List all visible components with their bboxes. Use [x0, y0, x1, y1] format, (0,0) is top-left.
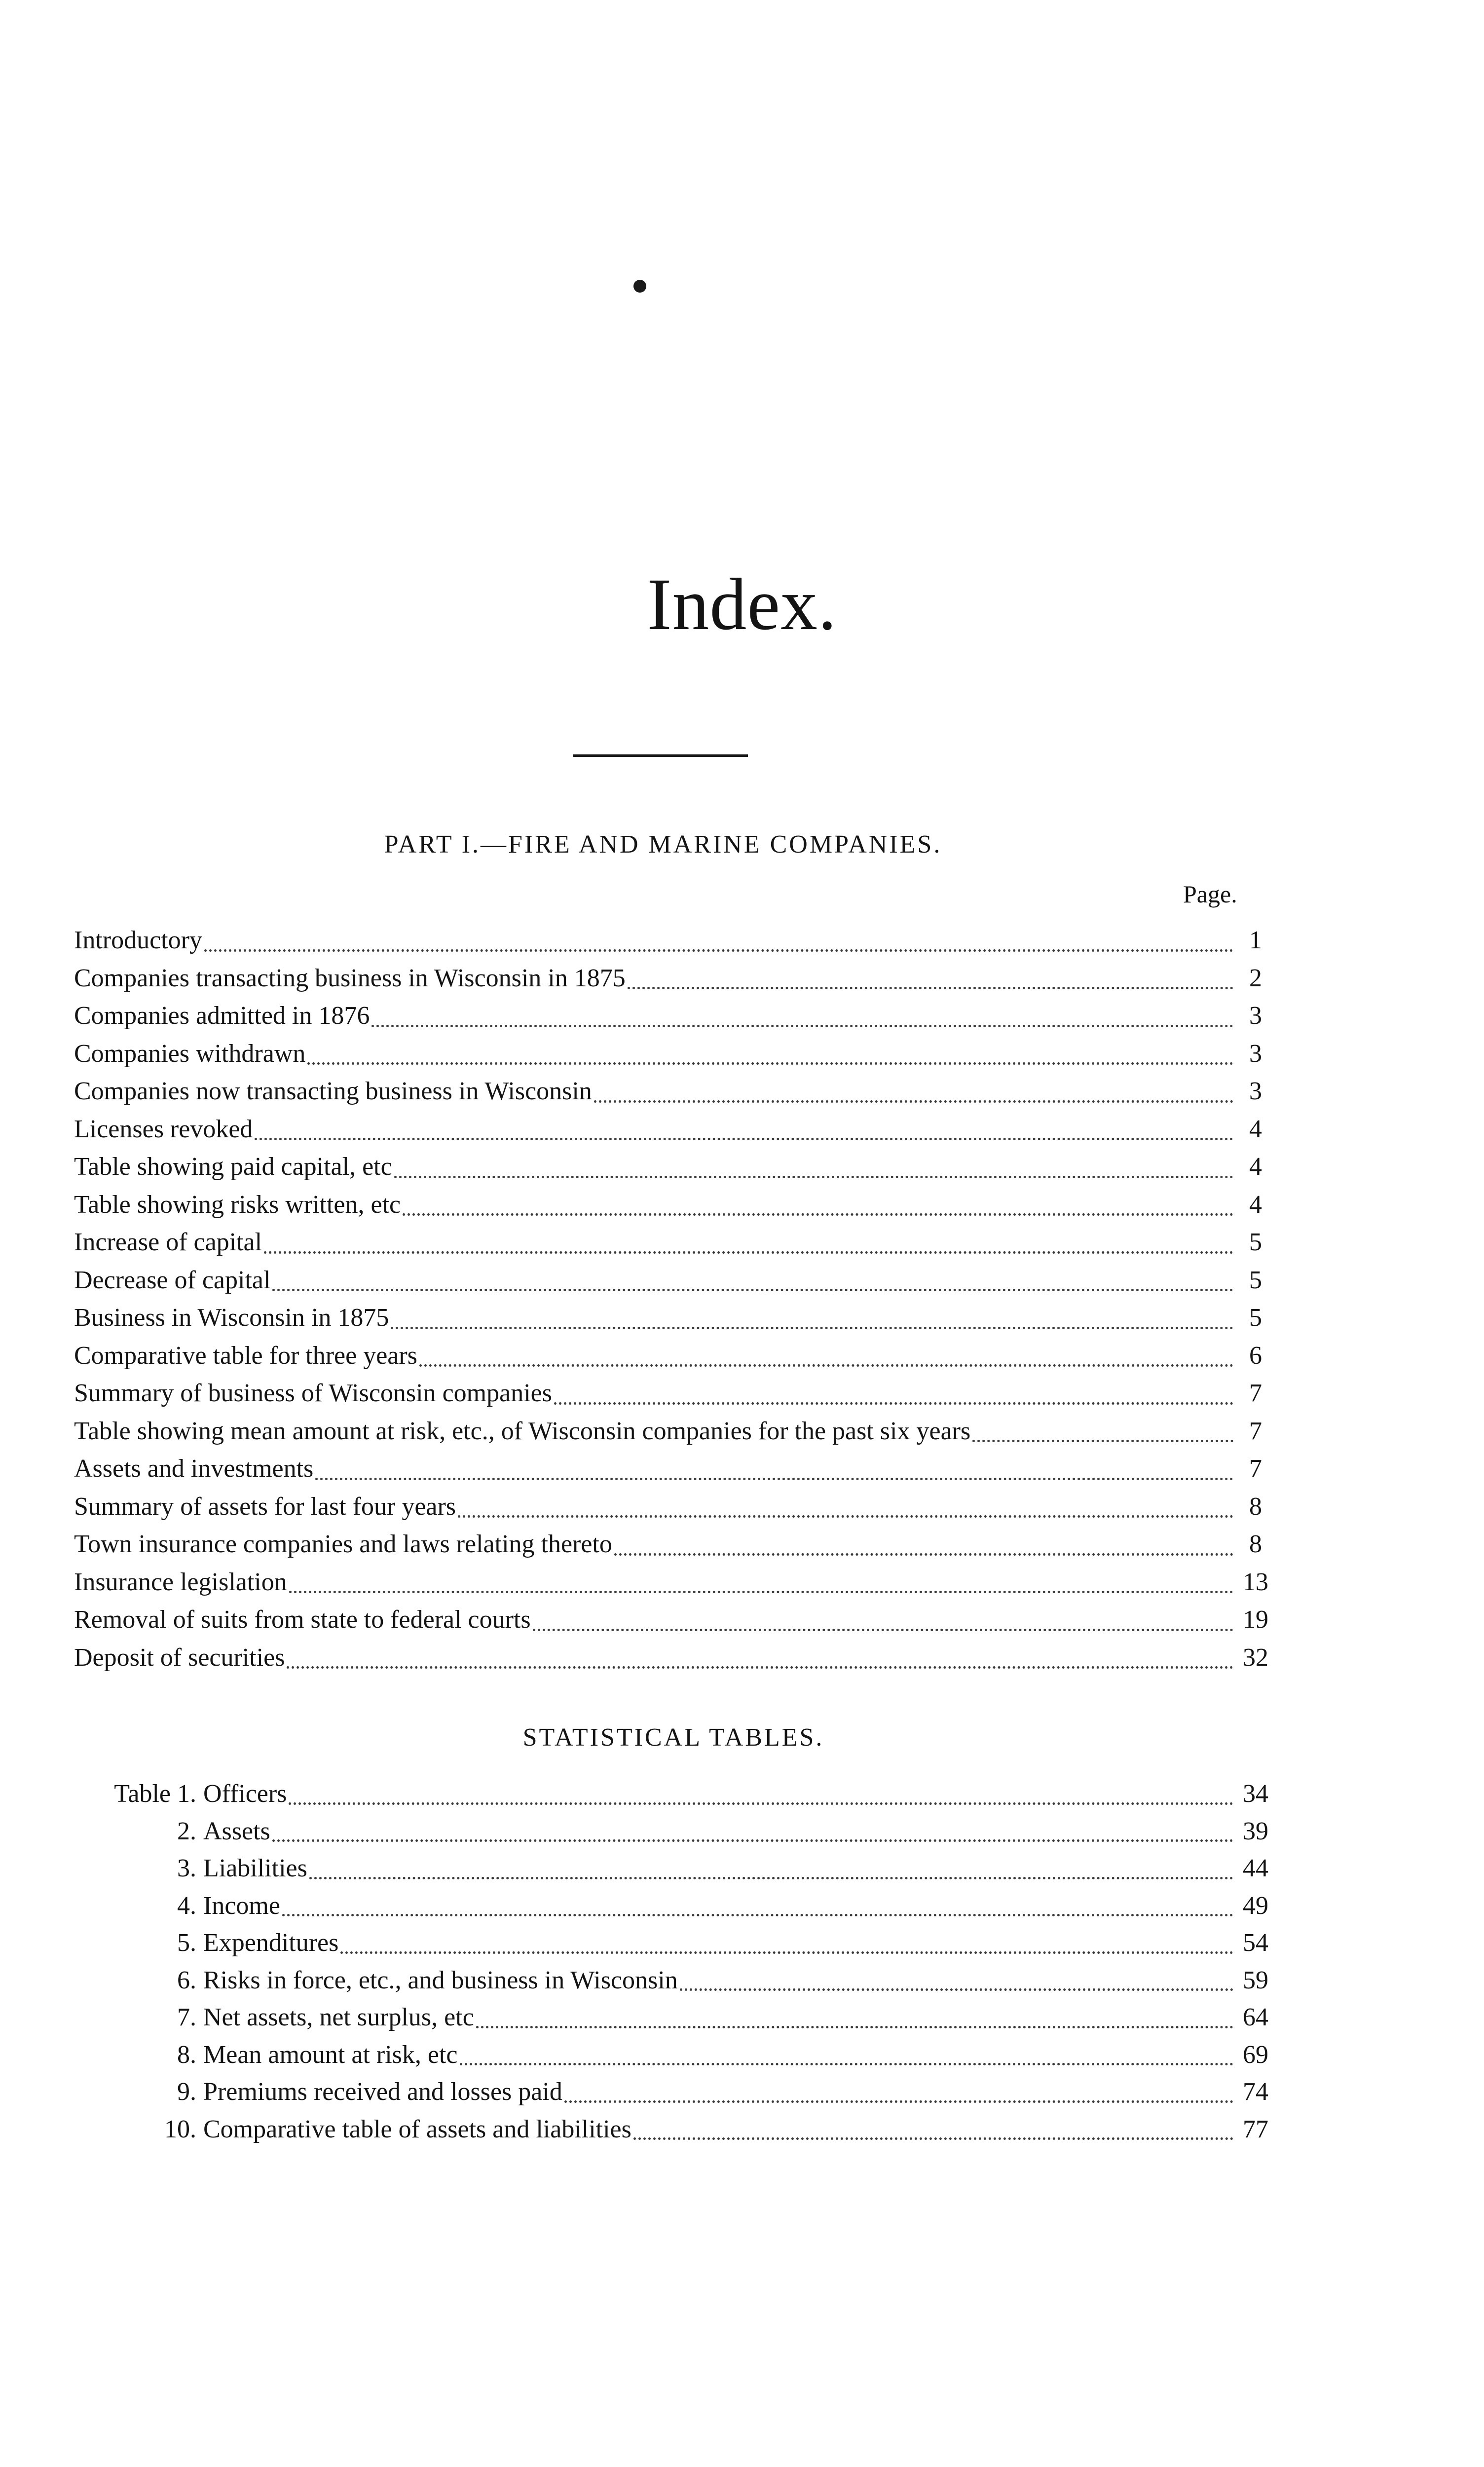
- dot-leader: [272, 1824, 1233, 1850]
- entry-label: Premiums received and losses paid: [203, 2078, 562, 2106]
- bullet-mark: [633, 280, 646, 293]
- dot-leader: [264, 1236, 1233, 1262]
- entry-page-number: 7: [1249, 1379, 1262, 1407]
- entry-label: Comparative table of assets and liabilities: [203, 2115, 631, 2143]
- statistical-tables-contents: [74, 1775, 1273, 2148]
- table-number: 4.: [177, 1891, 196, 1920]
- statistical-tables-heading: STATISTICAL TABLES.: [522, 1723, 824, 1752]
- entry-page-number: 64: [1243, 2003, 1268, 2031]
- toc-entry: [74, 1488, 1273, 1526]
- entry-label: Companies now transacting business in Wisconsin: [74, 1077, 592, 1105]
- entry-page-number: 34: [1243, 1780, 1268, 1808]
- dot-leader: [972, 1424, 1233, 1450]
- entry-page-number: 5: [1249, 1266, 1262, 1294]
- dot-leader: [287, 1651, 1233, 1677]
- entry-label: Table showing paid capital, etc: [74, 1153, 392, 1181]
- table-number: 8.: [177, 2040, 196, 2069]
- table-entry: [74, 1887, 1273, 1925]
- toc-entry: [74, 1375, 1273, 1413]
- dot-leader: [533, 1613, 1233, 1639]
- toc-entry: [74, 1601, 1273, 1639]
- entry-page-number: 5: [1249, 1304, 1262, 1332]
- toc-entry: [74, 1526, 1273, 1564]
- dot-leader: [460, 2048, 1233, 2073]
- toc-entry: [74, 1564, 1273, 1602]
- dot-leader: [403, 1198, 1233, 1224]
- dot-leader: [340, 1936, 1233, 1962]
- entry-label: Town insurance companies and laws relating thereto: [74, 1530, 612, 1558]
- dot-leader: [458, 1500, 1233, 1526]
- dot-leader: [289, 1787, 1233, 1813]
- entry-page-number: 44: [1243, 1854, 1268, 1882]
- dot-leader: [315, 1462, 1233, 1488]
- entry-page-number: 54: [1243, 1929, 1268, 1957]
- dot-leader: [554, 1387, 1233, 1413]
- table-entry: [74, 1775, 1273, 1813]
- toc-entry: [74, 960, 1273, 998]
- table-entry: [74, 2073, 1273, 2111]
- table-number: 5.: [177, 1929, 196, 1957]
- table-entry: [74, 1962, 1273, 1999]
- table-entry: [74, 1850, 1273, 1887]
- entry-page-number: 7: [1249, 1417, 1262, 1445]
- dot-leader: [680, 1973, 1233, 1999]
- dot-leader: [628, 972, 1233, 997]
- entry-page-number: 4: [1249, 1115, 1262, 1143]
- dot-leader: [564, 2085, 1233, 2111]
- entry-label: Mean amount at risk, etc: [203, 2040, 458, 2069]
- entry-label: Table showing risks written, etc: [74, 1190, 401, 1219]
- dot-leader: [371, 1009, 1233, 1035]
- dot-leader: [633, 2122, 1233, 2148]
- part1-contents: [74, 922, 1273, 1677]
- toc-entry: [74, 1111, 1273, 1149]
- entry-page-number: 3: [1249, 1002, 1262, 1030]
- entry-label: Business in Wisconsin in 1875: [74, 1304, 389, 1332]
- table-number: 2.: [177, 1817, 196, 1845]
- entry-page-number: 7: [1249, 1455, 1262, 1483]
- entry-label: Assets and investments: [74, 1455, 314, 1483]
- dot-leader: [307, 1047, 1233, 1073]
- toc-entry: [74, 1639, 1273, 1677]
- toc-entry: [74, 1337, 1273, 1375]
- toc-entry: [74, 1186, 1273, 1224]
- toc-entry: [74, 1148, 1273, 1186]
- entry-label: Companies admitted in 1876: [74, 1002, 370, 1030]
- table-number: 3.: [177, 1854, 196, 1882]
- dot-leader: [272, 1273, 1233, 1299]
- entry-page-number: 8: [1249, 1530, 1262, 1558]
- page-title: Index.: [647, 563, 837, 645]
- page-column-header: Page.: [1183, 880, 1237, 908]
- table-entry: [74, 1813, 1273, 1850]
- table-number: 9.: [177, 2078, 196, 2106]
- entry-page-number: 5: [1249, 1228, 1262, 1256]
- entry-page-number: 2: [1249, 964, 1262, 992]
- dot-leader: [394, 1160, 1233, 1186]
- table-entry: [74, 2036, 1273, 2074]
- entry-label: Increase of capital: [74, 1228, 262, 1256]
- table-entry: [74, 1924, 1273, 1962]
- dot-leader: [476, 2011, 1233, 2036]
- entry-page-number: 32: [1243, 1643, 1268, 1672]
- toc-entry: [74, 1073, 1273, 1111]
- entry-page-number: 6: [1249, 1341, 1262, 1370]
- toc-entry: [74, 1035, 1273, 1073]
- dot-leader: [255, 1122, 1233, 1148]
- dot-leader: [391, 1311, 1233, 1337]
- toc-entry: [74, 1450, 1273, 1488]
- entry-label: Licenses revoked: [74, 1115, 253, 1143]
- entry-label: Companies withdrawn: [74, 1039, 306, 1068]
- entry-label: Liabilities: [203, 1854, 307, 1882]
- dot-leader: [289, 1575, 1233, 1601]
- entry-page-number: 74: [1243, 2078, 1268, 2106]
- toc-entry: [74, 922, 1273, 960]
- entry-page-number: 1: [1249, 926, 1262, 954]
- toc-entry: [74, 1299, 1273, 1337]
- entry-label: Introductory: [74, 926, 202, 954]
- dot-leader: [594, 1085, 1233, 1111]
- entry-label: Risks in force, etc., and business in Wisconsin: [203, 1966, 678, 1994]
- entry-label: Table showing mean amount at risk, etc., of Wisconsin companies for the past six years: [74, 1417, 971, 1445]
- dot-leader: [419, 1349, 1233, 1375]
- entry-label: Companies transacting business in Wisconsin in 1875: [74, 964, 626, 992]
- entry-page-number: 8: [1249, 1492, 1262, 1521]
- entry-label: Summary of assets for last four years: [74, 1492, 456, 1521]
- table-number: 6.: [177, 1966, 196, 1994]
- entry-page-number: 19: [1243, 1606, 1268, 1634]
- entry-page-number: 49: [1243, 1891, 1268, 1920]
- part-heading: PART I.—FIRE AND MARINE COMPANIES.: [384, 830, 942, 859]
- entry-page-number: 77: [1243, 2115, 1268, 2143]
- entry-page-number: 3: [1249, 1077, 1262, 1105]
- entry-label: Summary of business of Wisconsin companies: [74, 1379, 552, 1407]
- toc-entry: [74, 1224, 1273, 1262]
- entry-page-number: 3: [1249, 1039, 1262, 1068]
- entry-label: Expenditures: [203, 1929, 339, 1957]
- entry-label: Assets: [203, 1817, 270, 1845]
- entry-label: Officers: [203, 1780, 287, 1808]
- table-entry: [74, 2111, 1273, 2148]
- table-entry: [74, 1999, 1273, 2036]
- dot-leader: [204, 934, 1233, 960]
- entry-page-number: 13: [1243, 1568, 1268, 1596]
- entry-label: Insurance legislation: [74, 1568, 287, 1596]
- toc-entry: [74, 997, 1273, 1035]
- entry-page-number: 4: [1249, 1153, 1262, 1181]
- toc-entry: [74, 1413, 1273, 1451]
- dot-leader: [282, 1899, 1233, 1924]
- entry-page-number: 69: [1243, 2040, 1268, 2069]
- toc-entry: [74, 1262, 1273, 1300]
- entry-label: Decrease of capital: [74, 1266, 271, 1294]
- entry-label: Comparative table for three years: [74, 1341, 417, 1370]
- table-number: Table 1.: [114, 1780, 196, 1808]
- dot-leader: [309, 1862, 1233, 1887]
- entry-label: Removal of suits from state to federal courts: [74, 1606, 531, 1634]
- entry-page-number: 4: [1249, 1190, 1262, 1219]
- title-rule: [573, 754, 748, 757]
- table-number: 7.: [177, 2003, 196, 2031]
- entry-label: Net assets, net surplus, etc: [203, 2003, 474, 2031]
- table-number: 10.: [164, 2115, 196, 2143]
- entry-page-number: 59: [1243, 1966, 1268, 1994]
- entry-label: Income: [203, 1891, 280, 1920]
- dot-leader: [614, 1538, 1233, 1564]
- entry-page-number: 39: [1243, 1817, 1268, 1845]
- entry-label: Deposit of securities: [74, 1643, 285, 1672]
